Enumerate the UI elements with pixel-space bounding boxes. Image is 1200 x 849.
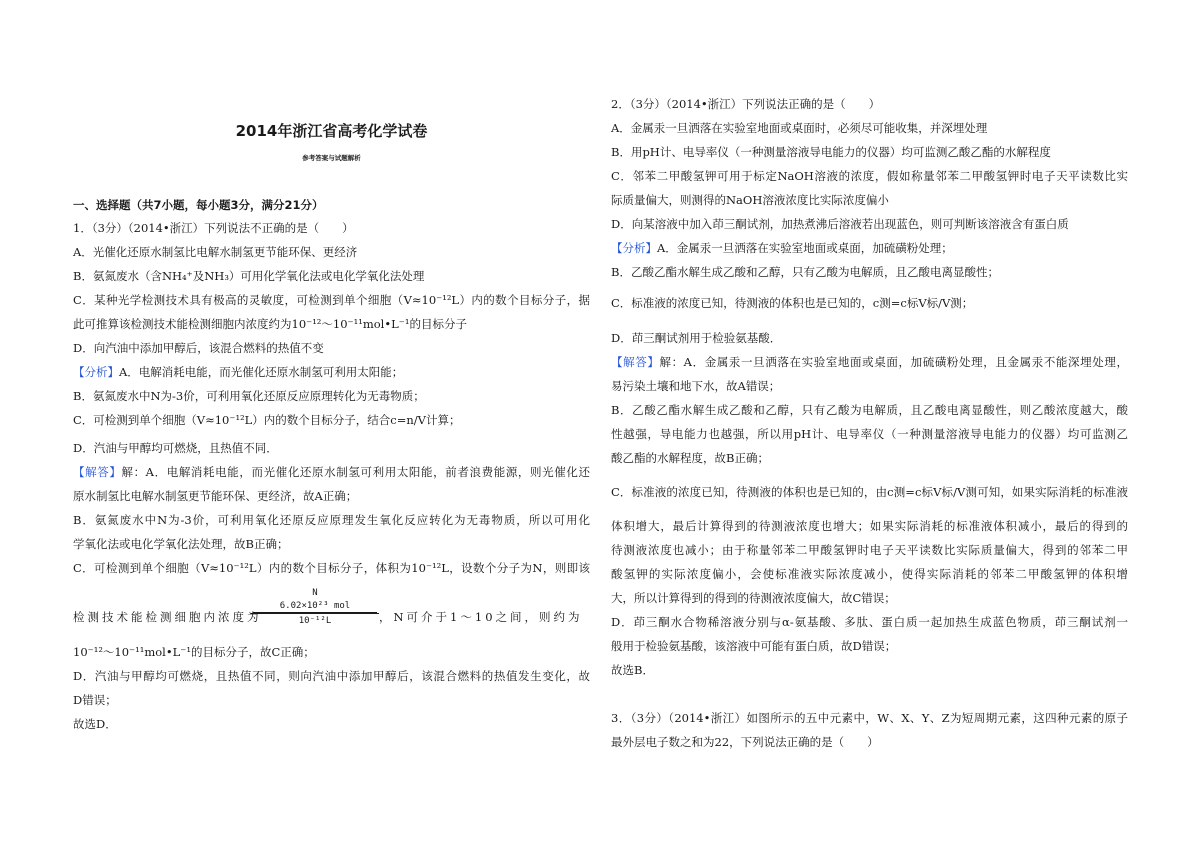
section-tag: 【解答】 — [73, 465, 122, 479]
q1-answer-a: 【解答】解：A．电解消耗电能，而光催化还原水制氢可利用太阳能，前者浪费能源，则光催化还 — [73, 465, 590, 479]
q2-answer-a: 【解答】解：A．金属汞一旦洒落在实验室地面或桌面，加硫磺粉处理，且金属汞不能深埋处理， — [611, 355, 1128, 369]
q1-answer-c: C．可检测到单个细胞（V≈10⁻¹²L）内的数个目标分子，体积为10⁻¹²L，设数个分子为N，则即该 — [73, 561, 590, 575]
q1-choice: 故选D． — [73, 717, 117, 731]
concentration-formula — [251, 588, 379, 627]
q1-answer-c-cont: 10⁻¹²～10⁻¹¹mol•L⁻¹的目标分子，故C正确； — [73, 645, 315, 659]
q1-stem: 1．（3分）（2014•浙江）下列说法不正确的是（ ） — [73, 221, 354, 235]
q2-answer-b-cont2: 酸乙酯的水解程度，故B正确； — [611, 451, 769, 465]
page-title: 2014年浙江省高考化学试卷 — [235, 122, 428, 140]
q3-stem: 3．（3分）（2014•浙江）如图所示的五中元素中，W、X、Y、Z为短周期元素，这四种元素的原子 — [611, 711, 1128, 725]
q1-analysis-c: C．可检测到单个细胞（V≈10⁻¹²L）内的数个目标分子，结合c=n/V计算； — [73, 413, 461, 427]
q2-answer-c-cont: 体积增大，最后计算得到的待测液浓度也增大；如果实际消耗的标准液体积减小，最后的得到的 — [611, 519, 1128, 533]
q1-answer-d-cont: D错误； — [73, 693, 117, 707]
q1-analysis-b: B．氨氮废水中N为-3价，可利用氧化还原反应原理转化为无毒物质； — [73, 389, 425, 403]
page-subtitle: 参考答案与试题解析 — [302, 154, 361, 162]
q2-answer-c-cont3: 酸氢钾的实际浓度偏小，会使标准液实际浓度减小，使得实际消耗的邻苯二甲酸氢钾的体积增 — [611, 567, 1128, 581]
formula-n: N — [312, 588, 318, 598]
q2-analysis-b: B．乙酸乙酯水解生成乙酸和乙醇，只有乙酸为电解质，且乙酸电离显酸性； — [611, 265, 999, 279]
q1-answer-c-part1: 检测技术能检测细胞内浓度为 — [73, 610, 262, 624]
q2-answer-a-cont: 易污染土壤和地下水，故A错误； — [611, 379, 781, 393]
q2-option-b: B．用pH计、电导率仪（一种测量溶液导电能力的仪器）均可监测乙酸乙酯的水解程度 — [611, 145, 1051, 159]
q2-analysis-a: 【分析】A．金属汞一旦洒落在实验室地面或桌面，加硫磺粉处理； — [611, 241, 953, 255]
q1-answer-b: B．氨氮废水中N为-3价，可利用氧化还原反应原理发生氧化反应转化为无毒物质，所以可用化 — [73, 513, 590, 527]
q2-analysis-d: D．茚三酮试剂用于检验氨基酸． — [611, 331, 782, 345]
q1-answer-b-cont: 学氧化法或电化学氧化法处理，故B正确； — [73, 537, 289, 551]
q1-answer-d: D．汽油与甲醇均可燃烧，且热值不同，则向汽油中添加甲醇后，该混合燃料的热值发生变化，故 — [73, 669, 590, 683]
q1-option-c-cont: 此可推算该检测技术能检测细胞内浓度约为10⁻¹²～10⁻¹¹mol•L⁻¹的目标分子 — [73, 317, 467, 331]
q1-analysis-a: 【分析】A．电解消耗电能，而光催化还原水制氢可利用太阳能； — [73, 365, 404, 379]
q2-analysis-c: C．标准液的浓度已知，待测液的体积也是已知的，c测=c标V标/V测； — [611, 296, 974, 310]
section-tag: 【分析】 — [611, 241, 657, 255]
q2-option-d: D．向某溶液中加入茚三酮试剂，加热煮沸后溶液若出现蓝色，则可判断该溶液含有蛋白质 — [611, 217, 1069, 231]
formula-numerator — [251, 588, 379, 614]
q2-answer-d-cont: 般用于检验氨基酸，该溶液中可能有蛋白质，故D错误； — [611, 639, 897, 653]
q2-choice: 故选B． — [611, 663, 654, 677]
q1-answer-a-cont: 原水制氢比电解水制氢更节能环保、更经济，故A正确； — [73, 489, 358, 503]
q1-option-c: C．某种光学检测技术具有极高的灵敏度，可检测到单个细胞（V≈10⁻¹²L）内的数个目标分子，据 — [73, 293, 590, 307]
q1-option-a: A．光催化还原水制氢比电解水制氢更节能环保、更经济 — [73, 245, 358, 259]
q2-answer-b-cont: 性越强，导电能力也越强，所以用pH计、电导率仪（一种测量溶液导电能力的仪器）均可监测乙 — [611, 427, 1128, 441]
q2-stem: 2．（3分）（2014•浙江）下列说法正确的是（ ） — [611, 97, 881, 111]
q2-answer-c: C．标准液的浓度已知，待测液的体积也是已知的，由c测=c标V标/V测可知，如果实际消耗的标准液 — [611, 485, 1128, 499]
formula-inner-denominator: 6.02×10²³ mol — [253, 601, 377, 613]
q3-stem-cont: 最外层电子数之和为22，下列说法正确的是（ ） — [611, 735, 879, 749]
q2-option-c: C．邻苯二甲酸氢钾可用于标定NaOH溶液的浓度，假如称量邻苯二甲酸氢钾时电子天平读数比实 — [611, 169, 1128, 183]
q2-answer-c-cont4: 大，所以计算得到的得到的待测液浓度偏大，故C错误； — [611, 591, 896, 605]
q2-answer-b: B．乙酸乙酯水解生成乙酸和乙醇，只有乙酸为电解质，且乙酸电离显酸性，则乙酸浓度越大，酸 — [611, 403, 1128, 417]
q1-option-b: B．氨氮废水（含NH₄⁺及NH₃）可用化学氧化法或电化学氧化法处理 — [73, 269, 425, 283]
section-tag: 【解答】 — [611, 355, 660, 369]
section-heading: 一、选择题（共7小题，每小题3分，满分21分） — [73, 198, 324, 212]
q2-option-c-cont: 际质量偏大，则测得的NaOH溶液浓度比实际浓度偏小 — [611, 193, 889, 207]
q1-option-d: D．向汽油中添加甲醇后，该混合燃料的热值不变 — [73, 341, 324, 355]
q1-analysis-d: D．汽油与甲醇均可燃烧，且热值不同． — [73, 441, 278, 455]
q2-answer-c-cont2: 待测液浓度也减小；由于称量邻苯二甲酸氢钾时电子天平读数比实际质量偏大，得到的邻苯二甲 — [611, 543, 1128, 557]
q2-option-a: A．金属汞一旦洒落在实验室地面或桌面时，必须尽可能收集，并深埋处理 — [611, 121, 988, 135]
q1-answer-c-part2: ，N可介于1～10之间，则约为 — [379, 610, 583, 624]
q2-answer-d: D．茚三酮水合物稀溶液分别与α-氨基酸、多肽、蛋白质一起加热生成蓝色物质，茚三酮试剂一 — [611, 615, 1128, 629]
formula-denominator: 10⁻¹²L — [298, 616, 332, 626]
section-tag: 【分析】 — [73, 365, 119, 379]
